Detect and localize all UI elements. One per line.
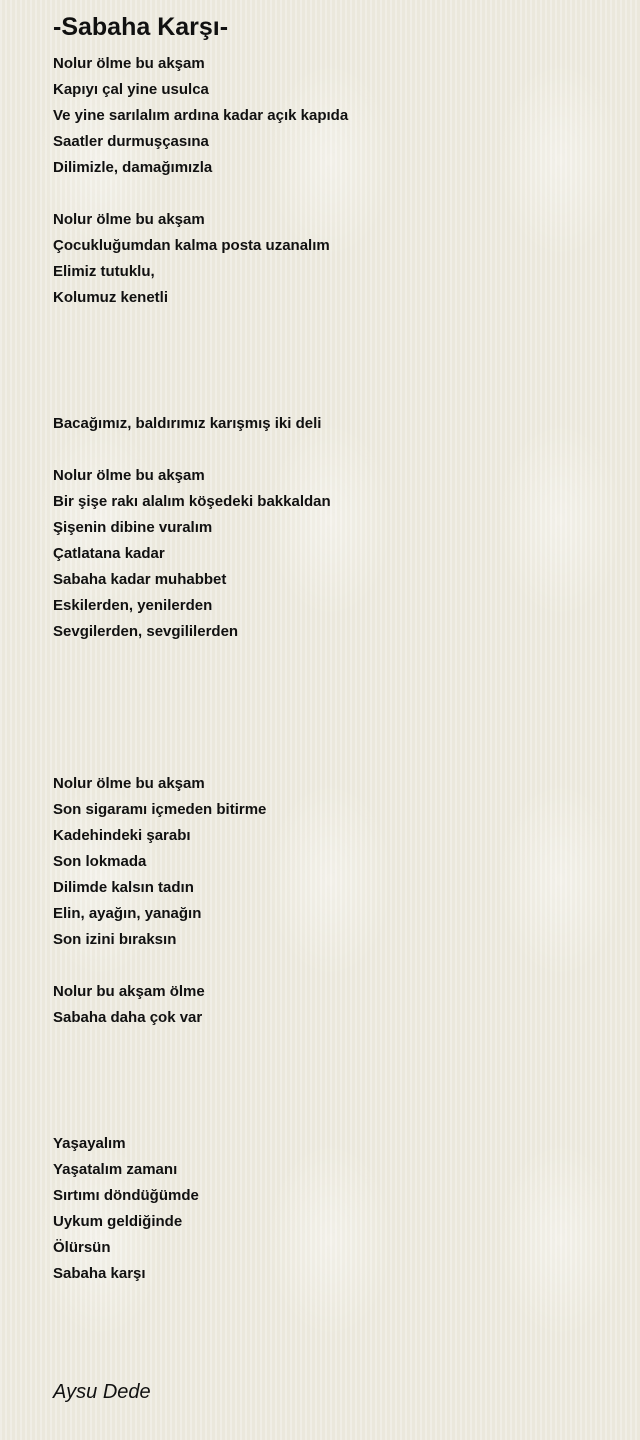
poem-line: Dilimde kalsın tadın: [53, 879, 194, 896]
poem-line: Son lokmada: [53, 853, 147, 870]
poem-line: Ve yine sarılalım ardına kadar açık kapıda: [53, 107, 349, 124]
poem-line: Nolur bu akşam ölme: [53, 983, 205, 1000]
poem-line: Sevgilerden, sevgililerden: [53, 623, 239, 640]
poem-line: Sırtımı döndüğümde: [53, 1187, 199, 1204]
poem-line: Kolumuz kenetli: [53, 289, 169, 306]
poem-line: Son izini bıraksın: [53, 931, 177, 948]
poem-line: Sabaha karşı: [53, 1265, 146, 1282]
poem-line: Son sigaramı içmeden bitirme: [53, 801, 267, 818]
poem-line: Sabaha kadar muhabbet: [53, 571, 227, 588]
poem-line: Nolur ölme bu akşam: [53, 211, 205, 228]
poem-title: -Sabaha Karşı-: [53, 13, 229, 41]
poem-author: Aysu Dede: [53, 1381, 151, 1403]
poem-line: Uykum geldiğinde: [53, 1213, 183, 1230]
poem-line: Eskilerden, yenilerden: [53, 597, 213, 614]
poem-line: Ölürsün: [53, 1239, 111, 1256]
poem-line: Dilimizle, damağımızla: [53, 159, 213, 176]
poem-line: Yaşatalım zamanı: [53, 1161, 178, 1178]
poem-line: Saatler durmuşçasına: [53, 133, 209, 150]
poem-line: Yaşayalım: [53, 1135, 126, 1152]
poem-line: Kadehindeki şarabı: [53, 827, 191, 844]
poem-line: Elin, ayağın, yanağın: [53, 905, 202, 922]
poem-line: Sabaha daha çok var: [53, 1009, 203, 1026]
poem-line: Nolur ölme bu akşam: [53, 775, 205, 792]
poem-line: Kapıyı çal yine usulca: [53, 81, 209, 98]
poem-line: Çatlatana kadar: [53, 545, 165, 562]
poem-line: Şişenin dibine vuralım: [53, 519, 213, 536]
poem-line: Çocukluğumdan kalma posta uzanalım: [53, 237, 330, 254]
poem-line: Bacağımız, baldırımız karışmış iki deli: [53, 415, 322, 432]
poem-line: Nolur ölme bu akşam: [53, 467, 205, 484]
poem-line: Bir şişe rakı alalım köşedeki bakkaldan: [53, 493, 331, 510]
poem-line: Nolur ölme bu akşam: [53, 55, 205, 72]
poem-line: Elimiz tutuklu,: [53, 263, 155, 280]
